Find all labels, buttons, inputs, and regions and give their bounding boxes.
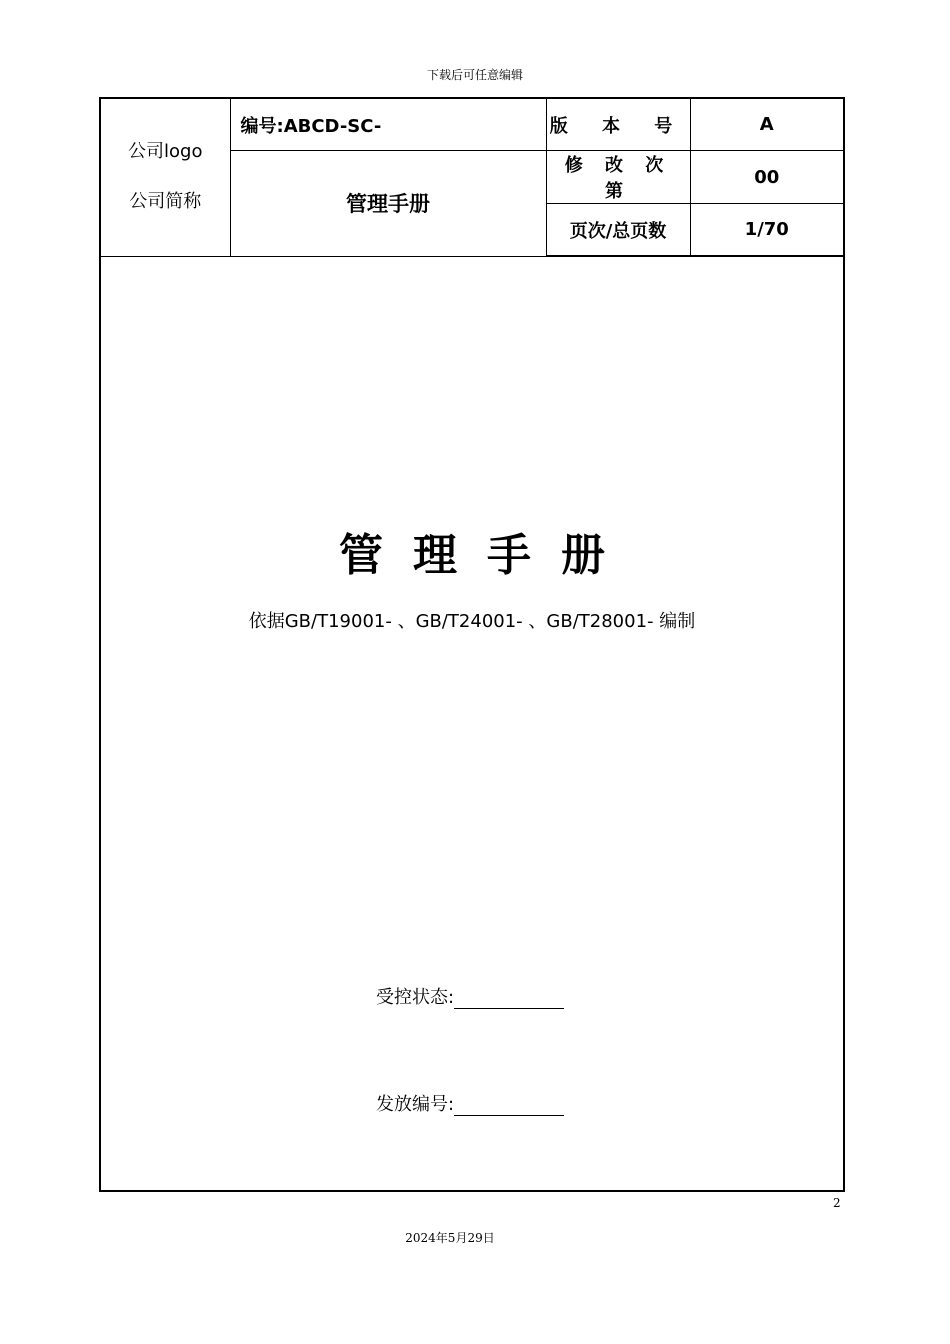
- header-table: [101, 99, 843, 257]
- company-info-cell: [101, 99, 230, 256]
- controlled-status-label: 受控状态:: [376, 987, 455, 1008]
- subtitle: 依据GB/T19001- 、GB/T24001- 、GB/T28001- 编制: [248, 611, 696, 632]
- page-count-value: 1/70: [690, 204, 843, 257]
- company-logo-label: 公司logo: [128, 141, 203, 163]
- issue-number-blank[interactable]: [454, 1095, 564, 1116]
- controlled-status-blank[interactable]: [454, 988, 564, 1009]
- main-title: 管理手册: [339, 530, 635, 581]
- issue-number-field: [376, 1090, 564, 1116]
- version-label: 版 本 号: [546, 99, 690, 151]
- top-note: 下载后可任意编辑: [426, 68, 523, 82]
- revision-value: 00: [690, 151, 843, 204]
- company-abbr-label: 公司简称: [129, 191, 202, 213]
- page-number: 2: [833, 1196, 841, 1210]
- controlled-status-field: [376, 983, 564, 1009]
- document-code: 编号:ABCD-SC-: [230, 99, 546, 151]
- revision-label: 修 改 次 第: [546, 151, 690, 204]
- version-value: A: [690, 99, 843, 151]
- manual-name: 管理手册: [230, 151, 546, 257]
- footer-date: 2024年5月29日: [405, 1231, 495, 1245]
- issue-number-label: 发放编号:: [376, 1094, 455, 1115]
- page-count-label: 页次/总页数: [546, 204, 690, 257]
- document-frame: [99, 97, 845, 1192]
